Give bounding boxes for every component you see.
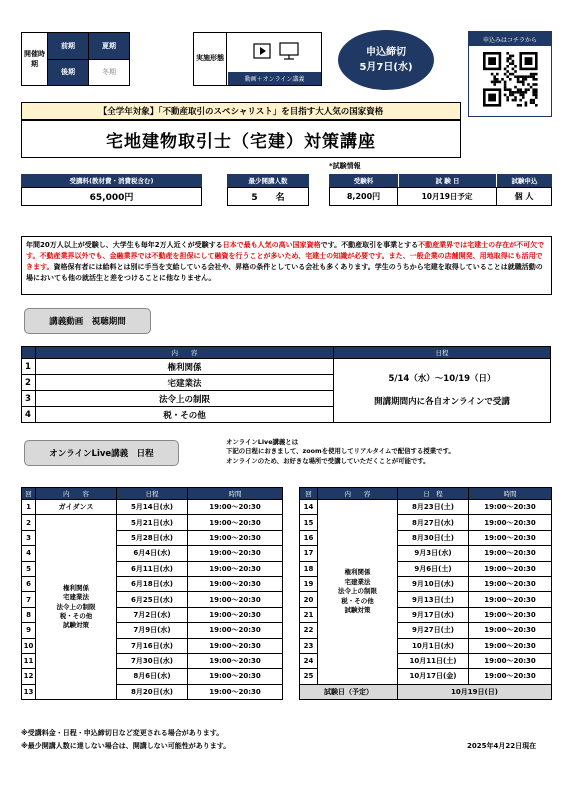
live-row-date: 8月6日(水): [117, 669, 188, 684]
live-col-time: 時間: [469, 488, 552, 500]
live-group-content: [318, 500, 398, 685]
live-row-time: 19:00～20:30: [469, 546, 552, 561]
table-row: [22, 359, 551, 375]
live-row-date: 10月11日(土): [398, 653, 469, 668]
exam-day-row: [300, 684, 552, 699]
live-row-time: 19:00～20:30: [469, 576, 552, 591]
live-row-date: 9月10日(水): [398, 576, 469, 591]
format-box: [193, 32, 322, 86]
live-row-time: 19:00～20:30: [188, 653, 283, 668]
live-row-time: 19:00～20:30: [188, 500, 283, 515]
live-row-no: 23: [300, 638, 318, 653]
period-first: 前期: [48, 33, 89, 60]
table-row: [22, 500, 283, 515]
period-second: 後期: [48, 59, 89, 86]
live-row-time: 19:00～20:30: [469, 623, 552, 638]
deadline-line1: 申込締切: [366, 47, 406, 58]
exam-date-label: 試 験 日: [398, 174, 496, 187]
exam-apply-label: 試験申込: [496, 174, 552, 187]
video-row-no: 3: [22, 391, 36, 407]
video-row-content: 税・その他: [36, 407, 334, 423]
live-row-time: 19:00～20:30: [188, 623, 283, 638]
live-row-date: 10月17日(金): [398, 669, 469, 684]
live-guidance: ガイダンス: [36, 500, 117, 515]
live-row-no: 25: [300, 669, 318, 684]
live-row-time: 19:00～20:30: [188, 561, 283, 576]
live-row-time: 19:00～20:30: [188, 546, 283, 561]
period-table: [21, 32, 130, 86]
live-row-date: 9月6日(土): [398, 561, 469, 576]
video-schedule-line1: 5/14（水）～10/19（日）: [388, 374, 496, 385]
live-col-content: 内 容: [36, 488, 117, 500]
live-row-date: 5月14日(水): [117, 500, 188, 515]
live-row-date: 8月23日(土): [398, 500, 469, 515]
exam-day-label: 試験日（予定）: [300, 684, 398, 699]
live-row-time: 19:00～20:30: [188, 530, 283, 545]
live-row-date: 5月21日(水): [117, 515, 188, 530]
live-note-line3: オンラインのため、お好きな場所で受講していただくことが可能です。: [226, 456, 430, 465]
video-col-schedule: 日程: [334, 347, 551, 359]
live-row-date: 7月2日(水): [117, 607, 188, 622]
live-row-no: 4: [22, 546, 36, 561]
video-row-content: 宅建業法: [36, 375, 334, 391]
video-player-icon: [254, 44, 270, 58]
live-group-line: 法令上の制限: [338, 587, 377, 596]
format-icons-svg: [228, 33, 321, 71]
live-row-no: 19: [300, 576, 318, 591]
live-row-no: 6: [22, 576, 36, 591]
live-row-no: 16: [300, 530, 318, 545]
live-col-content: 内 容: [318, 488, 398, 500]
live-row-date: 7月30日(水): [117, 653, 188, 668]
min-people-value: 5 名: [227, 187, 309, 206]
period-label: 開催時期: [22, 33, 48, 86]
live-row-no: 17: [300, 546, 318, 561]
live-row-date: 6月25日(水): [117, 592, 188, 607]
live-group-line: 宅建業法: [63, 593, 89, 602]
live-row-time: 19:00～20:30: [469, 669, 552, 684]
live-row-no: 2: [22, 515, 36, 530]
live-row-no: 11: [22, 653, 36, 668]
exam-day-value: 10月19日(日): [398, 684, 552, 699]
live-note-line1: オンラインLive講義とは: [226, 438, 299, 446]
table-row: [300, 500, 552, 515]
qr-caption: 申込みはコチラから: [469, 32, 551, 46]
live-group-line: 法令上の制限: [56, 602, 96, 611]
live-row-no: 9: [22, 623, 36, 638]
live-row-no: 14: [300, 500, 318, 515]
live-row-time: 19:00～20:30: [469, 607, 552, 622]
live-note-line2: 下記の日程におきまして、zoomを使用してリアルタイムで配信する授業です。: [226, 447, 455, 456]
format-caption: 動画＋オンライン講義: [228, 72, 321, 85]
live-row-date: 9月3日(水): [398, 546, 469, 561]
live-note: [226, 438, 552, 471]
live-row-no: 13: [22, 684, 36, 699]
video-schedule: [334, 359, 551, 423]
video-table: [21, 346, 551, 423]
live-row-time: 19:00～20:30: [188, 515, 283, 530]
period-winter: 冬期: [89, 59, 130, 86]
live-col-date: 日 程: [398, 488, 469, 500]
live-col-no: 回: [300, 488, 318, 500]
live-row-time: 19:00～20:30: [188, 684, 283, 699]
live-row-time: 19:00～20:30: [469, 500, 552, 515]
video-row-content: 権利関係: [36, 359, 334, 375]
desc-part1: 年間20万人以上が受験し、大学生も毎年2万人近くが受験する: [26, 241, 223, 249]
live-row-date: 9月17日(水): [398, 607, 469, 622]
live-row-no: 20: [300, 592, 318, 607]
live-row-date: 5月28日(水): [117, 530, 188, 545]
live-group-line: 権利関係: [344, 568, 371, 577]
exam-fee-label: 受験料: [329, 174, 398, 187]
live-row-time: 19:00～20:30: [469, 530, 552, 545]
video-schedule-line2: 開講期間内に各自オンラインで受講: [374, 396, 510, 407]
live-row-time: 19:00～20:30: [188, 592, 283, 607]
live-row-date: 8月30日(土): [398, 530, 469, 545]
live-row-no: 15: [300, 515, 318, 530]
live-row-no: 12: [22, 669, 36, 684]
live-row-time: 19:00～20:30: [469, 653, 552, 668]
footer-date: 2025年4月22日現在: [467, 742, 537, 750]
live-row-time: 19:00～20:30: [469, 561, 552, 576]
live-row-date: 6月11日(水): [117, 561, 188, 576]
live-row-time: 19:00～20:30: [188, 669, 283, 684]
live-group-line: 税・その他: [341, 596, 374, 605]
live-col-date: 日程: [117, 488, 188, 500]
live-row-no: 18: [300, 561, 318, 576]
exam-apply-value: 個 人: [496, 187, 552, 206]
live-group-line: 権利関係: [63, 583, 89, 592]
live-row-date: 10月1日(水): [398, 638, 469, 653]
fee-value: 65,000円: [21, 187, 202, 206]
live-row-no: 24: [300, 653, 318, 668]
live-col-no: 回: [22, 488, 36, 500]
format-label: 実施形態: [194, 33, 227, 85]
table-row: [22, 515, 283, 530]
live-table-right: [299, 487, 552, 700]
live-row-time: 19:00～20:30: [188, 576, 283, 591]
monitor-icon: [280, 43, 298, 59]
live-row-time: 19:00～20:30: [469, 638, 552, 653]
exam-date-value: 10月19日予定: [397, 187, 497, 206]
video-col-no: [22, 347, 36, 359]
video-col-content: 内 容: [36, 347, 334, 359]
live-group-line: 試験対策: [63, 621, 89, 630]
live-group-line: 税・その他: [59, 611, 93, 620]
desc-red1: 日本で最も人気の高い国家資格: [222, 241, 321, 249]
page-title: 宅地建物取引士（宅建）対策講座: [21, 120, 461, 158]
live-row-date: 6月4日(水): [117, 546, 188, 561]
video-row-no: 4: [22, 407, 36, 423]
min-people-label: 最少開講人数: [227, 174, 309, 187]
live-section-button: オンラインLive講義 日程: [24, 440, 179, 466]
desc-red2: 不動産業界では宅建士の存在が不可欠です。不動産業界以外でも、金融業界では不動産を担保にして融資を行うことが多いため、宅建士の知識が必要です。また、一般企業の店舗開発、用地取得にも活用できます。: [26, 241, 545, 271]
live-row-time: 19:00～20:30: [188, 607, 283, 622]
footer-note1: ※受講料金・日程・申込締切日など変更される場合があります。: [21, 729, 224, 737]
live-table-left: [21, 487, 283, 700]
live-group-content: [36, 515, 117, 700]
live-row-date: 7月9日(水): [117, 623, 188, 638]
exam-fee-value: 8,200円: [329, 187, 398, 206]
live-row-date: 9月27日(土): [398, 623, 469, 638]
live-col-time: 時間: [188, 488, 283, 500]
footer-note2: ※最少開講人数に達しない場合は、開講しない可能性があります。: [21, 742, 231, 750]
desc-part3: 資格保有者には給料とは別に手当を支給している会社や、昇格の条件としている会社も多くあります。学生のうちから宅建を取得していることは就職活動の場においても他の就活生と差をつけることに他なりません。: [26, 262, 543, 282]
live-row-no: 10: [22, 638, 36, 653]
tagline: 【全学年対象】「不動産取引のスペシャリスト」を目指す大人気の国家資格: [21, 102, 461, 120]
live-row-no: 7: [22, 592, 36, 607]
live-row-date: 7月16日(水): [117, 638, 188, 653]
live-row-time: 19:00～20:30: [469, 515, 552, 530]
description: [21, 236, 552, 295]
live-row-no: 21: [300, 607, 318, 622]
live-row-date: 6月18日(水): [117, 576, 188, 591]
live-row-date: 9月13日(土): [398, 592, 469, 607]
live-row-time: 19:00～20:30: [188, 638, 283, 653]
live-group-line: 宅建業法: [344, 577, 371, 586]
desc-part2: です。不動産取引を事業とする: [320, 241, 419, 249]
period-summer: 夏期: [89, 33, 130, 60]
live-group-line: 試験対策: [344, 605, 371, 614]
live-right-body: [300, 500, 552, 700]
video-row-content: 法令上の制限: [36, 391, 334, 407]
live-row-no: 5: [22, 561, 36, 576]
live-left-body: [22, 500, 283, 700]
live-row-no: 3: [22, 530, 36, 545]
live-row-date: 8月27日(水): [398, 515, 469, 530]
live-row-no: 1: [22, 500, 36, 515]
live-row-date: 8月20日(水): [117, 684, 188, 699]
video-row-no: 1: [22, 359, 36, 375]
deadline-line2: 5月7日(水): [359, 62, 413, 73]
video-section-button: 講義動画 視聴期間: [24, 308, 151, 334]
qr-code-icon[interactable]: [469, 46, 551, 116]
qr-box[interactable]: [468, 31, 552, 117]
live-row-no: 8: [22, 607, 36, 622]
live-row-no: 22: [300, 623, 318, 638]
live-row-time: 19:00～20:30: [469, 592, 552, 607]
video-row-no: 2: [22, 375, 36, 391]
deadline-badge: [338, 30, 434, 90]
fee-label: 受講料(教材費・消費税含む): [21, 174, 202, 187]
format-icons: [228, 33, 321, 71]
exam-note: *試験情報: [329, 162, 361, 170]
